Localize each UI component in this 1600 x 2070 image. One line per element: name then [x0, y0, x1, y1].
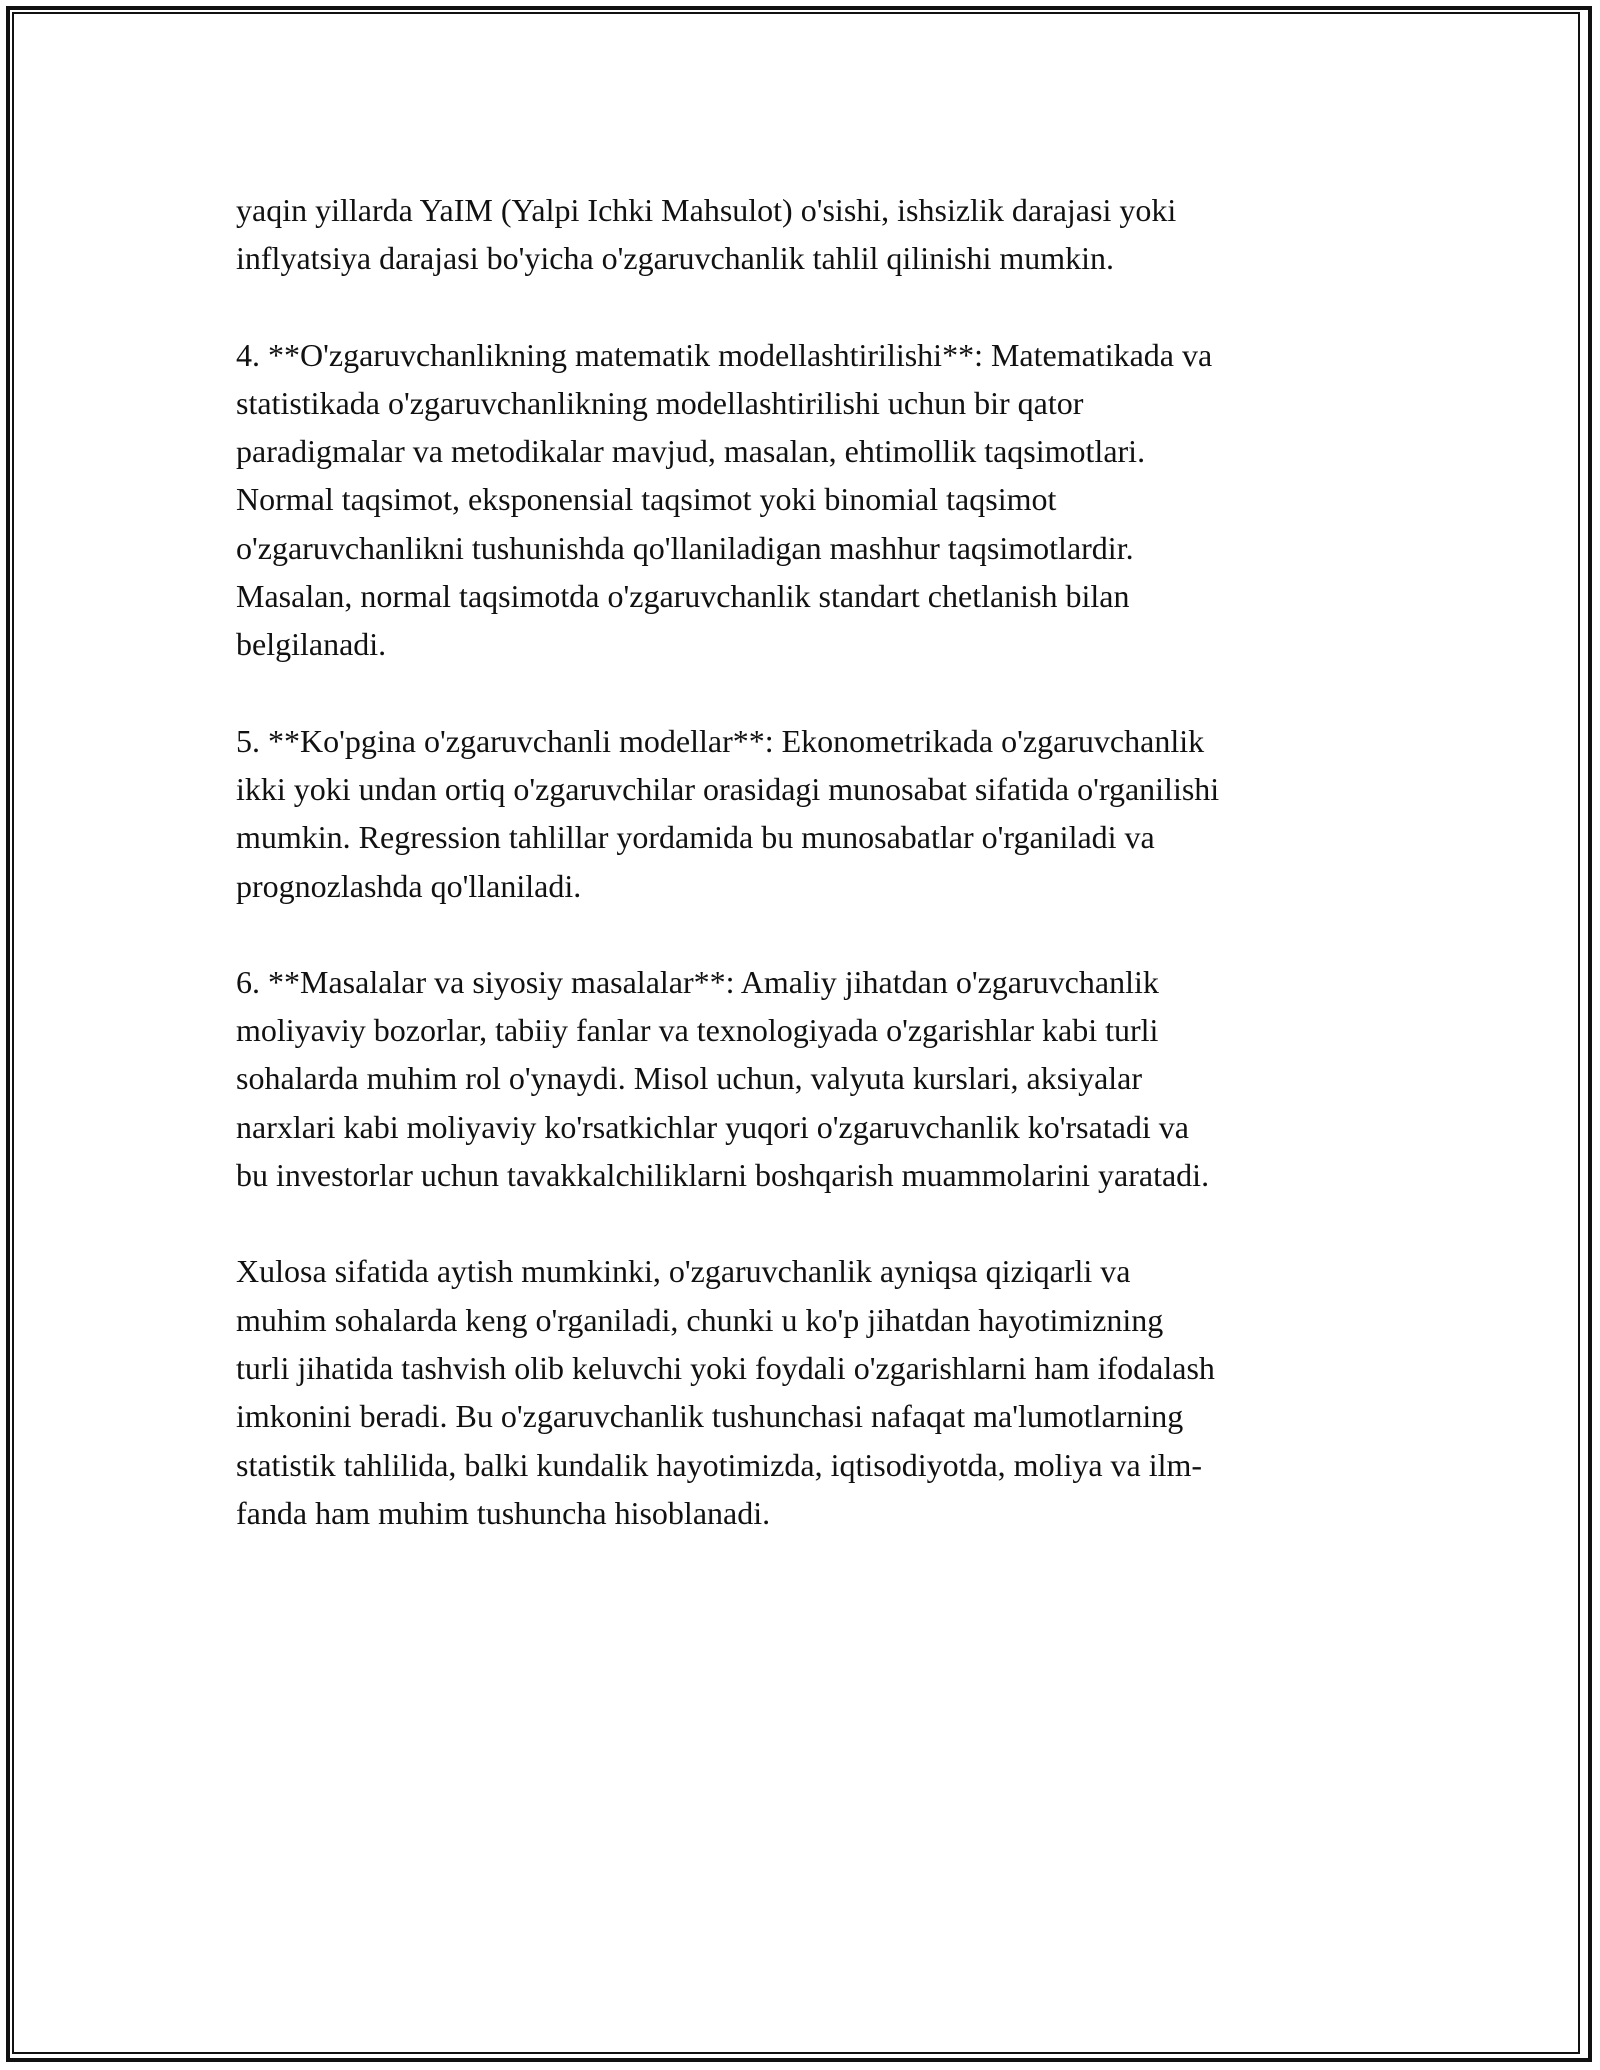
- text-line: muhim sohalarda keng o'rganiladi, chunki u ko'p jihatdan hayotimizning: [236, 1301, 1164, 1338]
- text-line: Xulosa sifatida aytish mumkinki, o'zgaruvchanlik ayniqsa qiziqarli va: [236, 1253, 1131, 1290]
- text-line: 4. **O'zgaruvchanlikning matematik modellashtirilishi**: Matematikada va: [236, 336, 1213, 373]
- text-line: o'zgaruvchanlikni tushunishda qo'llaniladigan mashhur taqsimotlardir.: [236, 529, 1134, 566]
- text-line: paradigmalar va metodikalar mavjud, masalan, ehtimollik taqsimotlari.: [236, 433, 1146, 470]
- text-line: Masalan, normal taqsimotda o'zgaruvchanlik standart chetlanish bilan: [236, 578, 1130, 615]
- text-line: statistik tahlilida, balki kundalik hayotimizda, iqtisodiyotda, moliya va ilm-: [236, 1446, 1203, 1483]
- text-line: Normal taqsimot, eksponensial taqsimot yoki binomial taqsimot: [236, 481, 1057, 518]
- text-line: mumkin. Regression tahlillar yordamida bu munosabatlar o'rganiladi va: [236, 819, 1155, 856]
- text-line: narxlari kabi moliyaviy ko'rsatkichlar yuqori o'zgaruvchanlik ko'rsatadi va: [236, 1108, 1189, 1145]
- text-line: imkonini beradi. Bu o'zgaruvchanlik tushunchasi nafaqat ma'lumotlarning: [236, 1398, 1184, 1435]
- text-line: statistikada o'zgaruvchanlikning modellashtirilishi uchun bir qator: [236, 384, 1084, 421]
- paragraph-item-4: [236, 331, 1376, 669]
- paragraph-gdp-continuation: [236, 186, 1376, 283]
- paragraph-conclusion: [236, 1247, 1376, 1537]
- text-line: 5. **Ko'pgina o'zgaruvchanli modellar**: Ekonometrikada o'zgaruvchanlik: [236, 722, 1205, 759]
- paragraph-item-5: [236, 717, 1376, 910]
- text-line: turli jihatida tashvish olib keluvchi yoki foydali o'zgarishlarni ham ifodalash: [236, 1349, 1215, 1386]
- text-line: prognozlashda qo'llaniladi.: [236, 867, 582, 904]
- text-line: ikki yoki undan ortiq o'zgaruvchilar orasidagi munosabat sifatida o'rganilishi: [236, 770, 1220, 807]
- text-line: yaqin yillarda YaIM (Yalpi Ichki Mahsulot) o'sishi, ishsizlik darajasi yoki: [236, 192, 1177, 228]
- text-line: fanda ham muhim tushuncha hisoblanadi.: [236, 1494, 771, 1531]
- text-line: belgilanadi.: [236, 626, 387, 663]
- text-line: moliyaviy bozorlar, tabiiy fanlar va texnologiyada o'zgarishlar kabi turli: [236, 1012, 1159, 1049]
- text-line: 6. **Masalalar va siyosiy masalalar**: Amaliy jihatdan o'zgaruvchanlik: [236, 963, 1159, 1000]
- text-line: bu investorlar uchun tavakkalchiliklarni boshqarish muammolarini yaratadi.: [236, 1157, 1210, 1194]
- paragraph-item-6: [236, 958, 1376, 1199]
- text-line: sohalarda muhim rol o'ynaydi. Misol uchun, valyuta kurslari, aksiyalar: [236, 1060, 1143, 1097]
- document-body: [236, 186, 1376, 1585]
- text-line: inflyatsiya darajasi bo'yicha o'zgaruvchanlik tahlil qilinishi mumkin.: [236, 240, 1114, 277]
